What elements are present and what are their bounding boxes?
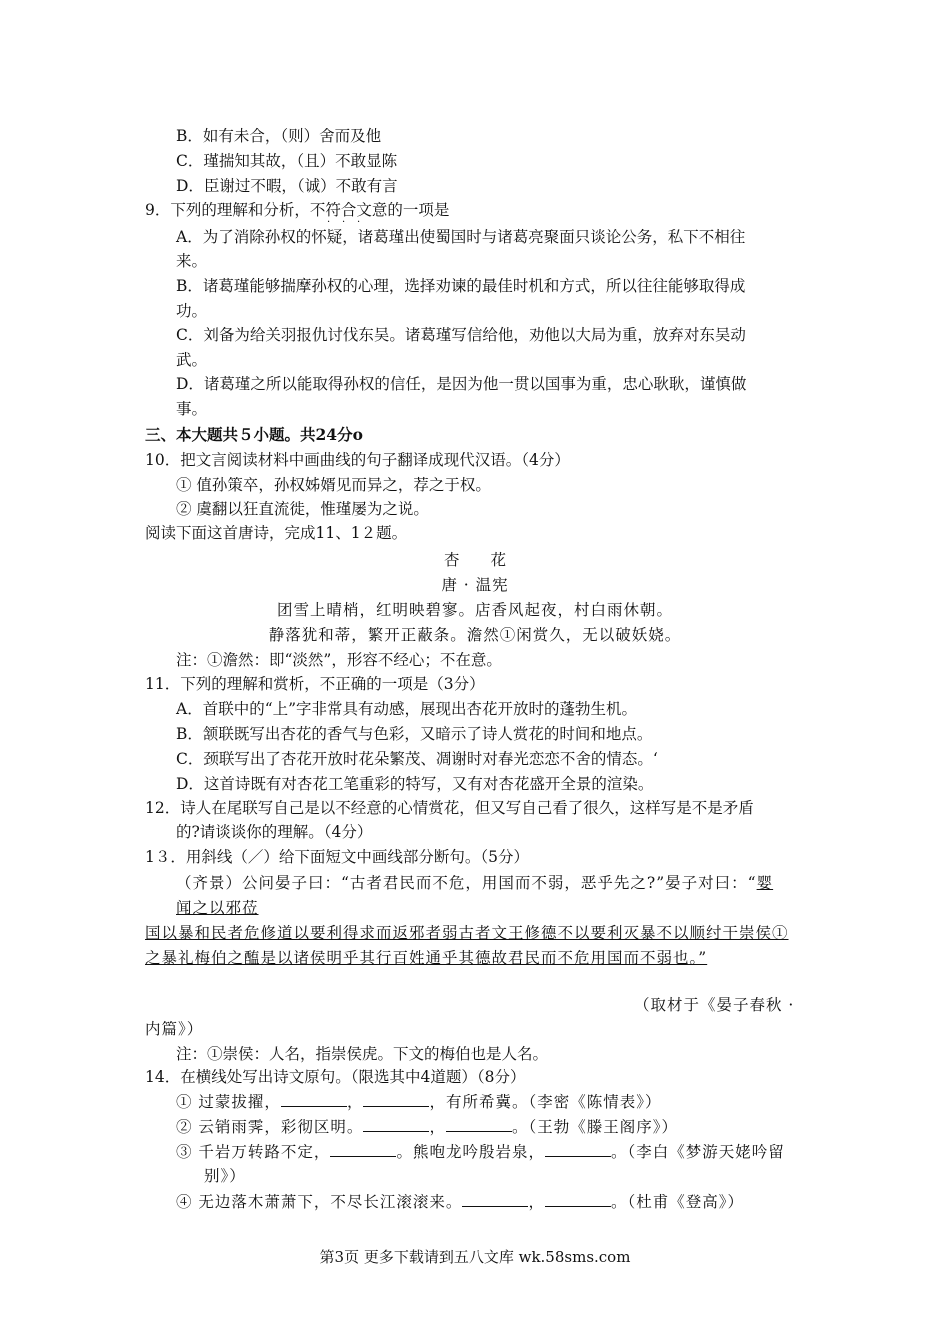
q11-option-a: A．首联中的“上”字非常具有动感，展现出杏花开放时的蓬勃生机。: [176, 700, 638, 718]
answer-blank[interactable]: [545, 1142, 611, 1157]
q13-stem: 1３．用斜线（／）给下面短文中画线部分断句。（5分）: [145, 848, 529, 866]
answer-blank[interactable]: [462, 1192, 528, 1207]
q13-passage-line-2: 闻之以邪莅: [176, 899, 259, 917]
q9-option-a-line1: A．为了消除孙权的怀疑，诸葛瑾出使蜀国时与诸葛亮聚面只谈论公务，私下不相往: [176, 228, 746, 246]
poem-intro: 阅读下面这首唐诗，完成11、1２题。: [145, 524, 408, 542]
q9-option-b-line1: B．诸葛瑾能够揣摩孙权的心理，选择劝谏的最佳时机和方式，所以往往能够取得成: [176, 277, 746, 295]
answer-blank[interactable]: [363, 1092, 429, 1107]
poem-note: 注：①澹然：即“淡然”，形容不经心；不在意。: [176, 651, 502, 669]
poem-author: 唐 · 温宪: [441, 576, 509, 594]
q9-option-c-line1: C．刘备为给关羽报仇讨伐东吴。诸葛瑾写信给他，劝他以大局为重，放弃对东吴动: [176, 326, 746, 344]
q14-item-3-source: 。（李白《梦游天姥吟留: [610, 1143, 785, 1161]
q12-line-2: 的?请谈谈你的理解。（4分）: [176, 823, 373, 841]
q13-passage-line-3: 国以暴和民者危修道以要利得求而返邪者弱古者文王修德不以要利灭暴不以顺纣干崇侯①: [145, 924, 789, 942]
q14-item-2-sep: ，: [429, 1118, 446, 1136]
q10-sentence-1: ① 值孙策卒，孙权姊婿见而异之，荐之于权。: [176, 476, 491, 494]
answer-blank[interactable]: [330, 1142, 396, 1157]
q13-passage-line-1: [176, 873, 773, 893]
q13-passage-text: （齐景）公问晏子曰：“古者君民而不危，用国而不弱，恶乎先之?”晏子对曰：“: [176, 874, 757, 892]
emphasis-dot: ·: [327, 217, 331, 228]
q10-stem: 10．把文言阅读材料中画曲线的句子翻译成现代汉语。（4分）: [145, 451, 570, 469]
q8-option-d: D．臣谢过不暇，（诚）不敢有言: [176, 177, 398, 195]
q13-underlined-start: 婴: [756, 874, 774, 892]
answer-blank[interactable]: [446, 1117, 512, 1132]
q9-option-d-line1: D．诸葛瑾之所以能取得孙权的信任，是因为他一贯以国事为重，忠心耿耿，谨慎做: [176, 375, 747, 393]
q11-stem: 11．下列的理解和赏析，不正确的一项是（3分）: [145, 675, 485, 693]
page-footer: 第3页 更多下载请到五八文库 wk.58sms.com: [319, 1248, 631, 1266]
q14-item-3: [176, 1142, 785, 1162]
q14-item-2-text: ② 云销雨霁，彩彻区明。: [176, 1118, 364, 1136]
q14-item-1-text: ① 过蒙拔擢，: [176, 1093, 281, 1111]
q8-option-b: B．如有未合，（则）舍而及他: [176, 127, 382, 145]
answer-blank[interactable]: [281, 1092, 347, 1107]
poem-line-2: 静落犹和蒂，繁开正蔽条。澹然①闲赏久，无以破妖娆。: [268, 626, 682, 644]
q14-item-2: [176, 1117, 678, 1137]
q11-option-c: C．颈联写出了杏花开放时花朵繁茂、凋谢时对春光恋恋不舍的情态。‘: [176, 750, 658, 768]
answer-blank[interactable]: [545, 1192, 611, 1207]
q9-option-d-line2: 事。: [176, 400, 208, 418]
q14-item-2-source: 。（王勃《滕王阁序》）: [511, 1118, 678, 1136]
q9-option-c-line2: 武。: [176, 351, 208, 369]
q13-source-line-1: （取材于《晏子春秋 ·: [634, 996, 795, 1014]
q14-item-1-sep: ，: [346, 1093, 364, 1111]
q9-option-a-line2: 来。: [176, 252, 208, 270]
answer-blank[interactable]: [363, 1117, 429, 1132]
q13-source-line-2: 内篇》）: [145, 1020, 204, 1038]
q14-item-4-text: ④ 无边落木萧萧下，不尽长江滚滚来。: [176, 1193, 463, 1211]
q9-stem: 9．下列的理解和分析，不符合文意的一项是: [145, 201, 450, 219]
q8-option-c: C．瑾揣知其故，（且）不敢显陈: [176, 152, 398, 170]
poem-title: 杏 花: [443, 551, 506, 569]
q14-stem: 14．在横线处写出诗文原句。（限选其中4道题）（8分）: [145, 1068, 526, 1086]
q13-passage-line-4: 之暴礼梅伯之醢是以诸侯明乎其行百姓通乎其德故君民而不危用国而不弱也。”: [145, 949, 708, 967]
q14-item-4-source: 。（杜甫《登高》）: [610, 1193, 744, 1211]
q14-item-3-text: ③ 千岩万转路不定，: [176, 1143, 331, 1161]
emphasis-dot: ·: [342, 217, 346, 228]
q10-sentence-2: ② 虞翻以狂直流徙，惟瑾屡为之说。: [176, 500, 429, 518]
q13-note: 注：①崇侯：人名，指崇侯虎。下文的梅伯也是人名。: [176, 1045, 549, 1063]
emphasis-dot: ·: [357, 217, 361, 228]
q11-option-b: B．颔联既写出杏花的香气与色彩，又暗示了诗人赏花的时间和地点。: [176, 725, 653, 743]
poem-line-1: 团雪上晴梢，红明映碧寥。店香风起夜，村白雨休朝。: [276, 601, 673, 619]
q14-item-3-cont: 别》）: [204, 1167, 246, 1185]
section-3-heading: 三、本大题共５小题。共24分ο: [145, 425, 363, 444]
q14-item-4-sep: ，: [528, 1193, 545, 1211]
q9-option-b-line2: 功。: [176, 302, 208, 320]
q12-line-1: 12．诗人在尾联写自己是以不经意的心情赏花，但又写自己看了很久，这样写是不是矛盾: [145, 799, 754, 817]
q14-item-1: [176, 1092, 661, 1112]
q14-item-4: [176, 1192, 744, 1212]
q14-item-1-source: ，有所希冀。（李密《陈情表》）: [429, 1093, 662, 1111]
q11-option-d: D．这首诗既有对杏花工笔重彩的特写，又有对杏花盛开全景的渲染。: [176, 775, 654, 793]
q14-item-3-mid: 。熊咆龙吟殷岩泉，: [396, 1143, 545, 1161]
